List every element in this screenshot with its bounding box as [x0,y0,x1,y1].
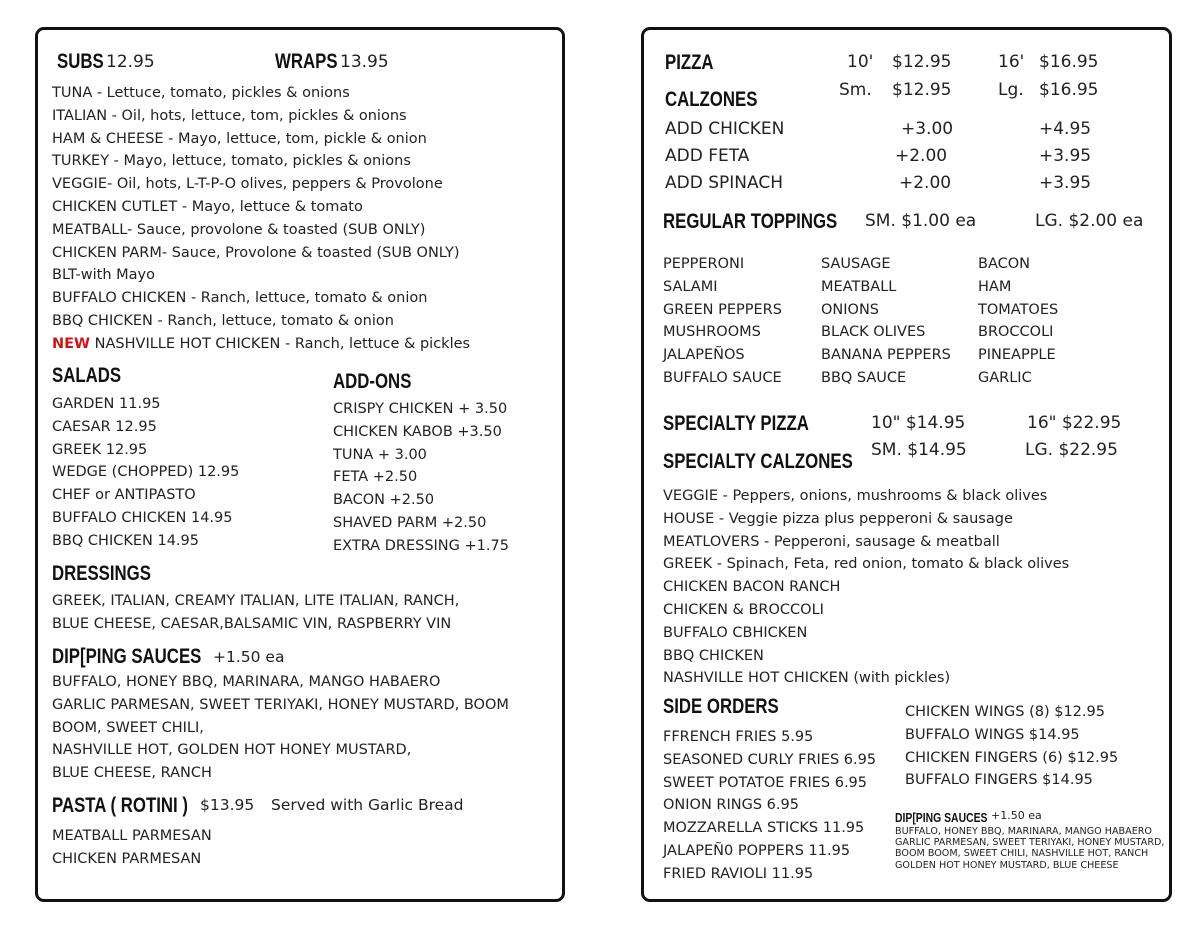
toppings-column-2 [821,253,951,390]
specialty-calzones-heading: SPECIALTY CALZONES [663,450,853,473]
list-item: CHEF or ANTIPASTO [52,487,196,504]
list-item: SHAVED PARM +2.50 [333,514,487,531]
list-item: BUFFALO CBHICKEN [663,624,808,641]
salads-list [52,393,239,553]
list-item: MEATBALL- Sauce, provolone & toasted (SUB ONLY) [52,221,426,238]
list-item: CHICKEN CUTLET - Mayo, lettuce & tomato [52,198,363,215]
list-item: BBQ SAUCE [821,369,907,386]
list-item: BUFFALO SAUCE [663,369,782,386]
new-badge: NEW [52,335,91,352]
list-item: CHICKEN WINGS (8) $12.95 [905,704,1105,720]
add-spinach-small-price: +2.00 [899,173,952,193]
list-item: ONION RINGS 6.95 [663,797,799,814]
list-item: PEPPERONI [663,256,745,272]
list-item: BLACK OLIVES [821,324,926,341]
text-line: GARLIC PARMESAN, SWEET TERIYAKI, HONEY MUSTARD, [895,837,1165,849]
calzones-heading: CALZONES [665,88,758,111]
list-item: EXTRA DRESSING +1.75 [333,537,509,554]
add-chicken-small-price: +3.00 [901,119,954,139]
list-item: GREEK - Spinach, Feta, red onion, tomato & black olives [663,556,1070,573]
add-feta-small-price: +2.00 [895,146,948,166]
list-item: BUFFALO CHICKEN 14.95 [52,509,233,526]
list-item: CRISPY CHICKEN + 3.50 [333,401,508,417]
text-line: NASHVILLE HOT, GOLDEN HOT HONEY MUSTARD, [52,742,412,759]
list-item: VEGGIE - Peppers, onions, mushrooms & black olives [663,488,1048,504]
salads-heading: SALADS [52,364,122,387]
left-menu-panel [35,27,565,902]
toppings-large-price: LG. $2.00 ea [1035,211,1144,231]
list-item: TURKEY - Mayo, lettuce, tomato, pickles & onions [52,153,411,170]
list-item: JALAPEÑOS [663,347,745,364]
list-item: NASHVILLE HOT CHICKEN (with pickles) [663,670,951,687]
list-item: FFRENCH FRIES 5.95 [663,729,814,745]
specialty-pizza-large-price: 16" $22.95 [1027,413,1122,433]
list-item: BACON [978,256,1030,272]
calzones-large-price: $16.95 [1039,80,1099,100]
specialty-pizza-heading: SPECIALTY PIZZA [663,412,809,435]
text-line: BOOM, SWEET CHILI, [52,719,204,736]
dressings-heading: DRESSINGS [52,562,151,585]
list-item: BBQ CHICKEN [663,647,764,664]
list-item: ONIONS [821,301,879,318]
list-item: SAUSAGE [821,256,891,272]
list-item: BBQ CHICKEN - Ranch, lettuce, tomato & onion [52,312,394,329]
toppings-column-1 [663,253,782,390]
right-menu-panel [641,27,1172,902]
list-item: GREEK 12.95 [52,441,148,458]
list-item: GARDEN 11.95 [52,396,161,412]
list-item: CAESAR 12.95 [52,418,157,435]
list-item: CHICKEN FINGERS (6) $12.95 [905,749,1119,766]
list-item: BUFFALO CHICKEN - Ranch, lettuce, tomato & onion [52,290,428,307]
list-item: JALAPEÑ0 POPPERS 11.95 [663,842,851,859]
text-line: BUFFALO, HONEY BBQ, MARINARA, MANGO HABAERO [895,826,1152,837]
wraps-heading: WRAPS [275,50,338,73]
list-item: MOZZARELLA STICKS 11.95 [663,820,865,837]
list-item: SEASONED CURLY FRIES 6.95 [663,751,877,768]
specialty-calzones-large-price: LG. $22.95 [1025,440,1118,460]
text-line: GARLIC PARMESAN, SWEET TERIYAKI, HONEY MUSTARD, BOOM [52,696,509,713]
list-item: CHICKEN & BROCCOLI [663,601,824,618]
text-line: GOLDEN HOT HONEY MUSTARD, BLUE CHEESE [895,859,1119,871]
pasta-list [52,825,212,871]
list-item: MEATBALL PARMESAN [52,828,212,844]
list-item: VEGGIE- Oil, hots, L-T-P-O olives, peppers & Provolone [52,176,443,193]
subs-price: 12.95 [106,52,155,72]
dressings-list [52,590,459,636]
wraps-price: 13.95 [340,52,389,72]
dipping-sauces-price: +1.50 ea [213,648,285,666]
side-orders-list [663,726,876,886]
list-item: GREEN PEPPERS [663,301,782,318]
list-item: BUFFALO FINGERS $14.95 [905,772,1093,789]
list-item: WEDGE (CHOPPED) 12.95 [52,464,240,481]
specialty-calzones-small-price: SM. $14.95 [871,440,967,460]
list-item: FRIED RAVIOLI 11.95 [663,865,814,882]
calzones-large-size: Lg. [998,80,1024,100]
list-item: HAM & CHEESE - Mayo, lettuce, tom, pickle & onion [52,130,427,147]
pasta-price: $13.95 [200,796,255,814]
add-spinach-label: ADD SPINACH [665,173,783,193]
pasta-heading: PASTA ( ROTINI ) [52,794,188,817]
list-item: BLT-with Mayo [52,267,156,284]
pizza-heading: PIZZA [665,51,714,74]
side-orders-heading: SIDE ORDERS [663,695,779,718]
new-item-label: NASHVILLE HOT CHICKEN - Ranch, lettuce & pickles [94,335,471,352]
sub-items-list [52,82,470,356]
text-line: BOOM BOOM, SWEET CHILI, NASHVILLE HOT, RANCH [895,848,1149,860]
pasta-note: Served with Garlic Bread [271,796,464,814]
list-item: BANANA PEPPERS [821,347,951,364]
dipping-sauces-heading: DIP[PING SAUCES [52,645,202,668]
small-dipping-sauces-heading: DIP[PING SAUCES [895,810,988,825]
text-line: BLUE CHEESE, CAESAR,BALSAMIC VIN, RASPBERRY VIN [52,615,452,632]
toppings-column-3 [978,253,1058,390]
wings-list [905,701,1118,792]
list-item: CHICKEN PARM- Sauce, Provolone & toasted (SUB ONLY) [52,244,460,261]
list-item: MUSHROOMS [663,324,761,341]
specialty-pizza-small-price: 10" $14.95 [871,413,966,433]
add-chicken-large-price: +4.95 [1039,119,1092,139]
list-item: CHICKEN KABOB +3.50 [333,423,502,440]
list-item: ITALIAN - Oil, hots, lettuce, tom, pickles & onions [52,107,407,124]
list-item: TOMATOES [978,301,1059,318]
regular-toppings-heading: REGULAR TOPPINGS [663,210,838,233]
text-line: BUFFALO, HONEY BBQ, MARINARA, MANGO HABAERO [52,674,441,690]
list-item: CHICKEN PARMESAN [52,850,202,867]
add-feta-large-price: +3.95 [1039,146,1092,166]
pizza-large-size: 16' [998,52,1025,72]
small-dipping-sauces-list [895,826,1164,871]
list-item: TUNA - Lettuce, tomato, pickles & onions [52,85,350,101]
list-item: BUFFALO WINGS $14.95 [905,726,1080,743]
list-item: TUNA + 3.00 [333,446,427,463]
toppings-small-price: SM. $1.00 ea [865,211,977,231]
pizza-small-price: $12.95 [892,52,952,72]
add-chicken-label: ADD CHICKEN [665,119,785,139]
calzones-small-size: Sm. [839,80,872,100]
subs-heading: SUBS [57,50,104,73]
list-item: SALAMI [663,278,718,295]
text-line: GREEK, ITALIAN, CREAMY ITALIAN, LITE ITALIAN, RANCH, [52,593,460,609]
add-feta-label: ADD FETA [665,146,750,166]
pizza-large-price: $16.95 [1039,52,1099,72]
addons-list [333,398,509,558]
addons-heading: ADD-ONS [333,370,412,393]
dipping-sauces-list [52,671,509,785]
list-item: MEATBALL [821,278,897,295]
list-item: HAM [978,278,1012,295]
small-dipping-sauces-price: +1.50 ea [991,809,1042,822]
list-item: MEATLOVERS - Pepperoni, sausage & meatball [663,533,1000,550]
list-item: PINEAPPLE [978,347,1056,364]
specialty-items-list [663,485,1069,690]
list-item: SWEET POTATOE FRIES 6.95 [663,774,868,791]
list-item: GARLIC [978,369,1032,386]
list-item: CHICKEN BACON RANCH [663,579,841,596]
list-item: BBQ CHICKEN 14.95 [52,532,199,549]
list-item: FETA +2.50 [333,469,418,486]
text-line: BLUE CHEESE, RANCH [52,765,212,782]
list-item: BROCCOLI [978,324,1054,341]
new-item-row [52,333,470,356]
list-item: HOUSE - Veggie pizza plus pepperoni & sausage [663,510,1013,527]
calzones-small-price: $12.95 [892,80,952,100]
pizza-small-size: 10' [847,52,874,72]
list-item: BACON +2.50 [333,492,435,509]
add-spinach-large-price: +3.95 [1039,173,1092,193]
